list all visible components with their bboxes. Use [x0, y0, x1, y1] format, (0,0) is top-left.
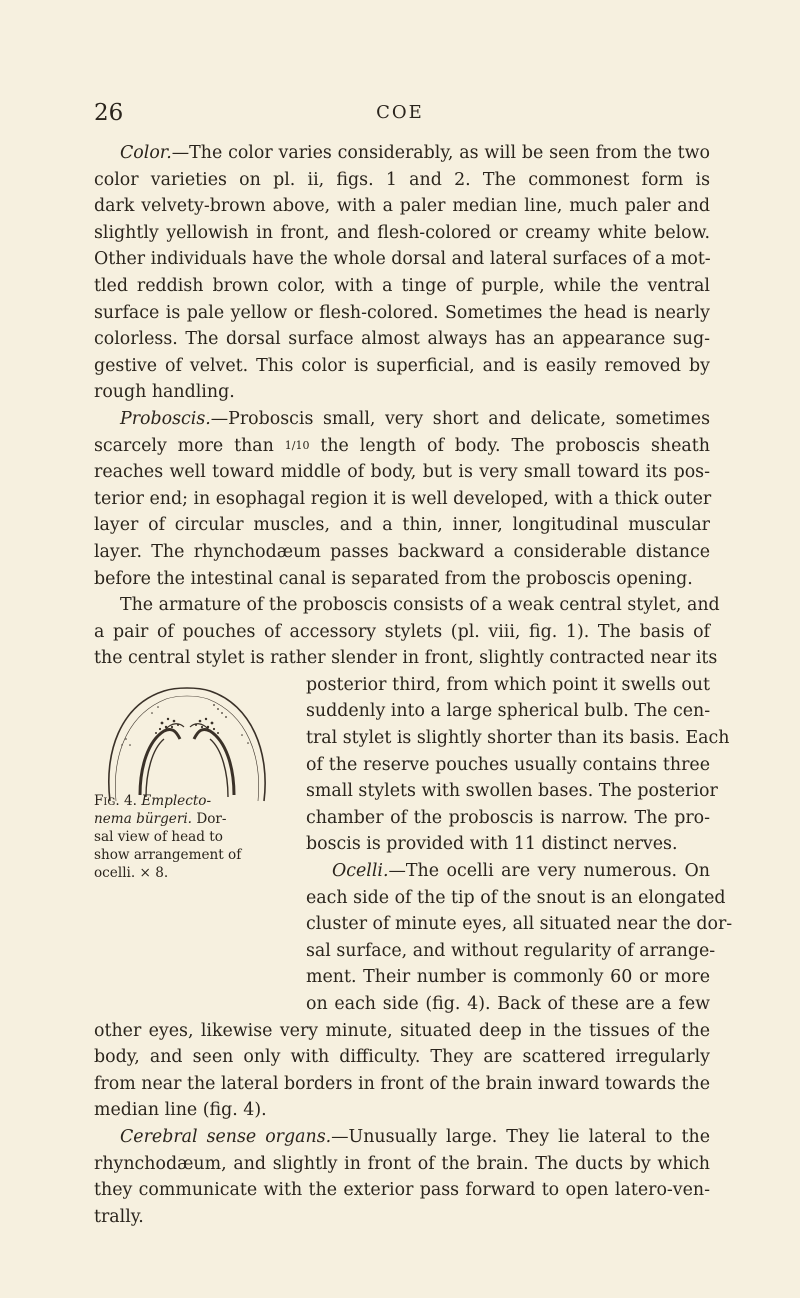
worm-head-illustration — [102, 683, 272, 803]
text-line: a pair of pouches of accessory stylets (pl. viii, fig. 1). The basis of — [94, 621, 710, 642]
text-line: sal surface, and without regularity of arrange- — [306, 940, 716, 961]
text-line: colorless. The dorsal surface almost always has an appearance sug- — [94, 329, 710, 350]
figure-label: Fig. 4. — [94, 793, 137, 809]
running-title: COE — [376, 102, 424, 123]
text-line: Ocelli.—The ocelli are very numerous. On — [332, 861, 710, 882]
text-line: tled reddish brown color, with a tinge of purple, while the ventral — [94, 275, 710, 296]
section-heading-ocelli: Ocelli. — [332, 861, 389, 882]
text-line: Cerebral sense organs.—Unusually large. They lie lateral to the — [120, 1126, 710, 1147]
section-heading-color: Color. — [120, 143, 172, 163]
text-line: small stylets with swollen bases. The posterior — [306, 781, 718, 802]
text-line: The armature of the proboscis consists of a weak central stylet, and — [120, 595, 720, 616]
text-line: scarcely more than 1/10 the length of body. The proboscis sheath — [94, 435, 710, 456]
text-line: reaches well toward middle of body, but is very small toward its pos- — [94, 462, 710, 483]
text-line: body, and seen only with difficulty. They are scattered irregularly — [94, 1047, 710, 1068]
text-line: other eyes, likewise very minute, situated deep in the tissues of the — [94, 1020, 710, 1041]
text-line: on each side (fig. 4). Back of these are a few — [306, 994, 710, 1014]
text-line: trally. — [94, 1206, 144, 1227]
magnification: × 8. — [139, 865, 169, 881]
text-line: of the reserve pouches usually contains three — [306, 754, 710, 775]
text-line: color varieties on pl. ii, figs. 1 and 2. The commonest form is — [94, 169, 710, 190]
text-line: before the intestinal canal is separated from the proboscis opening. — [94, 568, 693, 589]
text-line: slightly yellowish in front, and flesh-colored or creamy white below. — [94, 222, 710, 243]
text-line: Other individuals have the whole dorsal and lateral surfaces of a mot- — [94, 249, 711, 270]
text-line: rhynchodæum, and slightly in front of the brain. The ducts by which — [94, 1153, 710, 1174]
section-heading-proboscis: Proboscis. — [120, 408, 211, 429]
text-line: boscis is provided with 11 distinct nerves. — [306, 834, 678, 855]
figure-caption: Fig. 4. Emplecto- nema bürgeri. Dor- sal view of head to show arrangement of ocelli. × 8. — [94, 793, 242, 881]
text-line: chamber of the proboscis is narrow. The pro- — [306, 807, 710, 828]
text-line: suddenly into a large spherical bulb. The cen- — [306, 701, 711, 722]
text-line: surface is pale yellow or flesh-colored. Sometimes the head is nearly — [94, 302, 710, 323]
text-line: median line (fig. 4). — [94, 1100, 267, 1121]
text-line: posterior third, from which point it swells out — [306, 674, 710, 695]
text-line: rough handling. — [94, 382, 235, 403]
page-number: 26 — [94, 100, 124, 126]
text-line: ment. Their number is commonly 60 or more — [306, 967, 710, 988]
text-line: terior end; in esophagal region it is well developed, with a thick outer — [94, 488, 712, 509]
text-line: tral stylet is slightly shorter than its basis. Each — [306, 728, 730, 749]
page-header — [0, 100, 800, 130]
text-line: the central stylet is rather slender in front, slightly contracted near its — [94, 648, 718, 669]
text-line: from near the lateral borders in front of the brain inward towards the — [94, 1073, 710, 1094]
text-line: they communicate with the exterior pass forward to open latero-ven- — [94, 1180, 710, 1201]
text-line: dark velvety-brown above, with a paler median line, much paler and — [94, 196, 710, 217]
text-line: gestive of velvet. This color is superficial, and is easily removed by — [94, 355, 710, 376]
text-line: cluster of minute eyes, all situated near the dor- — [306, 914, 733, 935]
text-line: Proboscis.—Proboscis small, very short and delicate, sometimes — [120, 408, 710, 429]
species-name: Emplecto- — [141, 793, 212, 809]
text-line: layer of circular muscles, and a thin, inner, longitudinal muscular — [94, 515, 710, 536]
text-line: Color.—The color varies considerably, as will be seen from the two — [120, 143, 710, 163]
section-heading-cerebral: Cerebral sense organs. — [120, 1126, 332, 1147]
text-line: layer. The rhynchodæum passes backward a considerable distance — [94, 541, 710, 562]
fraction: 1/10 — [284, 439, 310, 453]
text-line: each side of the tip of the snout is an elongated — [306, 887, 726, 908]
